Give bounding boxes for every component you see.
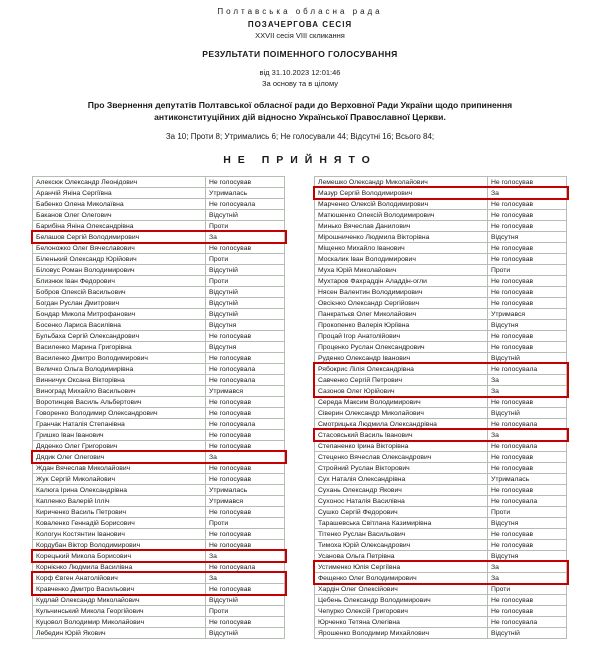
deputy-name: Кириченко Василь Петрович: [32, 506, 206, 518]
vote-value: Не голосував: [205, 176, 285, 188]
deputy-name: Марченко Олексій Володимирович: [314, 198, 488, 210]
deputy-name: Винничук Оксана Вікторівна: [32, 374, 206, 386]
vote-value: Не голосував: [487, 594, 567, 606]
session-number: XXVII сесія VIII скликання: [255, 31, 345, 40]
vote-value: Не голосував: [487, 341, 567, 353]
document-title: РЕЗУЛЬТАТИ ПОІМЕННОГО ГОЛОСУВАННЯ: [202, 49, 398, 59]
deputy-name: Куцовол Володимир Миколайович: [32, 616, 206, 628]
vote-row: [32, 550, 286, 562]
vote-value: Відсутній: [487, 407, 567, 419]
deputy-name: Лебедин Юрій Якович: [32, 627, 206, 639]
vote-value: Не голосував: [205, 528, 285, 540]
deputy-name: Сух Наталія Олександрівна: [314, 473, 488, 485]
deputy-name: Воротинцев Василь Альбертович: [32, 396, 206, 408]
vote-value: Не голосував: [205, 539, 285, 551]
vote-value: Не голосував: [205, 440, 285, 452]
vote-value: Не голосував: [487, 451, 567, 463]
vote-value: Не голосував: [487, 396, 567, 408]
deputy-name: Ждан Вячеслав Миколайович: [32, 462, 206, 474]
vote-value: Не голосував: [487, 297, 567, 309]
vote-row: [32, 231, 286, 243]
deputy-name: Сухонос Наталія Василівна: [314, 495, 488, 507]
vote-value: Не голосував: [487, 176, 567, 188]
vote-value: Не голосувала: [205, 363, 285, 375]
vote-value: За: [487, 187, 567, 199]
deputy-name: Прокопенко Валерія Юріївна: [314, 319, 488, 331]
vote-row: [314, 385, 568, 397]
vote-value: Не голосував: [205, 396, 285, 408]
deputy-name: Близнюк Іван Федорович: [32, 275, 206, 287]
vote-value: Не голосував: [205, 330, 285, 342]
vote-value: Відсутній: [205, 209, 285, 221]
deputy-name: Біленький Олександр Юрійович: [32, 253, 206, 265]
deputy-name: Біловус Роман Володимирович: [32, 264, 206, 276]
vote-value: За: [487, 374, 567, 386]
deputy-name: Фещенко Олег Володимирович: [314, 572, 488, 584]
vote-value: Не голосував: [205, 616, 285, 628]
deputy-name: Гришко Іван Іванович: [32, 429, 206, 441]
deputy-name: Москалик Іван Володимирович: [314, 253, 488, 265]
deputy-name: Юрченко Тетяна Олегівна: [314, 616, 488, 628]
vote-value: Не голосувала: [487, 418, 567, 430]
highlight-box: [32, 231, 286, 243]
deputy-name: Савченко Сергій Петрович: [314, 374, 488, 386]
vote-value: Не голосувала: [487, 495, 567, 507]
deputy-name: Богдан Руслан Дмитрович: [32, 297, 206, 309]
deputy-name: Жук Сергій Миколайович: [32, 473, 206, 485]
deputy-name: Говоренко Володимир Олександрович: [32, 407, 206, 419]
deputy-name: Мазур Сергій Володимирович: [314, 187, 488, 199]
voting-column-right: [314, 177, 568, 639]
deputy-name: Василенко Дмитро Володимирович: [32, 352, 206, 364]
vote-value: Відсутня: [487, 319, 567, 331]
vote-value: За: [487, 561, 567, 573]
deputy-name: Кологун Костянтин Іванович: [32, 528, 206, 540]
deputy-name: Алексюк Олександр Леонідович: [32, 176, 206, 188]
vote-value: Проти: [487, 506, 567, 518]
organization-name: Полтавська обласна рада: [217, 7, 383, 16]
vote-value: Не голосував: [205, 506, 285, 518]
deputy-name: Дядик Олег Олегович: [32, 451, 206, 463]
vote-value: Утрималась: [487, 473, 567, 485]
deputy-name: Стасовський Василь Іванович: [314, 429, 488, 441]
voting-column-left: [32, 177, 286, 639]
deputy-name: Величко Ольга Володимирівна: [32, 363, 206, 375]
deputy-name: Белоножко Олег Вячеславович: [32, 242, 206, 254]
deputy-name: Минько Вячеслав Данилович: [314, 220, 488, 232]
vote-value: Відсутній: [205, 627, 285, 639]
vote-value: Не голосувала: [205, 374, 285, 386]
deputy-name: Кравченко Дмитро Васильович: [32, 583, 206, 595]
vote-value: Відсутній: [487, 352, 567, 364]
deputy-name: Хардін Олег Олексійович: [314, 583, 488, 595]
deputy-name: Смотрицька Людмила Олександрівна: [314, 418, 488, 430]
vote-value: Не голосувала: [205, 561, 285, 573]
deputy-name: Гранчак Наталія Степанівна: [32, 418, 206, 430]
deputy-name: Калюга Ірина Олександрівна: [32, 484, 206, 496]
vote-value: Не голосував: [487, 539, 567, 551]
deputy-name: Белашов Сергій Володимирович: [32, 231, 206, 243]
deputy-name: Корнієнко Людмила Василівна: [32, 561, 206, 573]
vote-value: Не голосував: [487, 209, 567, 221]
deputy-name: Цебень Олександр Володимирович: [314, 594, 488, 606]
deputy-name: Бондар Микола Митрофанович: [32, 308, 206, 320]
deputy-name: Кудлай Олександр Миколайович: [32, 594, 206, 606]
vote-value: Не голосував: [205, 407, 285, 419]
deputy-name: Баканов Олег Олегович: [32, 209, 206, 221]
vote-value: Не голосував: [487, 253, 567, 265]
deputy-name: Рябокрис Лілія Олександрівна: [314, 363, 488, 375]
highlight-box: [314, 429, 568, 441]
vote-value: За: [487, 385, 567, 397]
vote-result: НЕ ПРИЙНЯТО: [223, 154, 377, 167]
vote-value: Не голосувала: [487, 440, 567, 452]
vote-value: Не голосував: [487, 330, 567, 342]
vote-row: [32, 451, 286, 463]
highlight-box: [314, 561, 568, 584]
vote-value: Не голосувала: [487, 363, 567, 375]
deputy-name: Проценко Руслан Олександрович: [314, 341, 488, 353]
deputy-name: Міщенко Михайло Іванович: [314, 242, 488, 254]
vote-value: За: [205, 550, 285, 562]
vote-value: Не голосував: [205, 242, 285, 254]
vote-value: Не голосував: [487, 198, 567, 210]
vote-value: Проти: [205, 253, 285, 265]
vote-value: Відсутня: [487, 517, 567, 529]
deputy-name: Степаненко Ірина Вікторівна: [314, 440, 488, 452]
deputy-name: Корецький Микола Борисович: [32, 550, 206, 562]
vote-value: Відсутня: [205, 319, 285, 331]
deputy-name: Мухтаров Фахраддін Аладдін-огли: [314, 275, 488, 287]
vote-value: Не голосував: [205, 429, 285, 441]
deputy-name: Тарашевська Світлана Казимирівна: [314, 517, 488, 529]
vote-value: Проти: [205, 275, 285, 287]
deputy-name: Виноград Михайло Васильович: [32, 385, 206, 397]
vote-value: За: [205, 231, 285, 243]
vote-value: Не голосував: [487, 484, 567, 496]
vote-value: За: [205, 572, 285, 584]
deputy-name: Сазонов Олег Юрійович: [314, 385, 488, 397]
deputy-name: Стройний Руслан Вікторович: [314, 462, 488, 474]
vote-row: [314, 627, 568, 639]
vote-value: Утрималась: [205, 187, 285, 199]
deputy-name: Ярошенко Володимир Михайлович: [314, 627, 488, 639]
deputy-name: Кордубан Віктор Володимирович: [32, 539, 206, 551]
deputy-name: Бабенко Олена Миколаївна: [32, 198, 206, 210]
vote-value: Відсутня: [487, 231, 567, 243]
deputy-name: Панкратьєв Олег Миколайович: [314, 308, 488, 320]
vote-row: [32, 627, 286, 639]
deputy-name: Устименко Юлія Сергіївна: [314, 561, 488, 573]
vote-value: За: [487, 572, 567, 584]
vote-value: Проти: [205, 517, 285, 529]
highlight-box: [32, 550, 286, 562]
vote-value: Не голосував: [487, 528, 567, 540]
vote-value: Утримався: [487, 308, 567, 320]
vote-value: Не голосував: [205, 473, 285, 485]
deputy-name: Сухань Олександр Якович: [314, 484, 488, 496]
highlight-box: [32, 451, 286, 463]
deputy-name: Нясен Валентин Володимирович: [314, 286, 488, 298]
highlight-box: [314, 363, 568, 397]
deputy-name: Василенко Марина Григорівна: [32, 341, 206, 353]
deputy-name: Чепурко Олексій Григорович: [314, 605, 488, 617]
document-header: [0, 0, 600, 166]
deputy-name: Бобров Олексій Васильович: [32, 286, 206, 298]
deputy-name: Лемешко Олександр Миколайович: [314, 176, 488, 188]
deputy-name: Барибіна Яніна Олександрівна: [32, 220, 206, 232]
deputy-name: Усанова Ольга Петрівна: [314, 550, 488, 562]
deputy-name: Муха Юрій Миколайович: [314, 264, 488, 276]
vote-value: Утримався: [205, 495, 285, 507]
vote-row: [314, 429, 568, 441]
deputy-name: Сіверин Олександр Миколайович: [314, 407, 488, 419]
vote-value: Не голосував: [205, 352, 285, 364]
vote-value: Не голосувала: [205, 418, 285, 430]
vote-value: Відсутній: [205, 297, 285, 309]
deputy-name: Мірошниченко Людмила Вікторівна: [314, 231, 488, 243]
vote-basis: За основу та в цілому: [262, 79, 338, 88]
vote-value: Не голосував: [487, 275, 567, 287]
vote-value: Проти: [205, 605, 285, 617]
deputy-name: Процай Ігор Анатолійович: [314, 330, 488, 342]
vote-value: Не голосував: [205, 583, 285, 595]
vote-value: Відсутній: [205, 286, 285, 298]
deputy-name: Капленко Валерій Ілліч: [32, 495, 206, 507]
vote-value: Відсутній: [205, 308, 285, 320]
deputy-name: Тимоха Юрій Олександрович: [314, 539, 488, 551]
deputy-name: Аранчій Яніна Сергіївна: [32, 187, 206, 199]
deputy-name: Матюшенко Олексій Володимирович: [314, 209, 488, 221]
vote-value: Не голосував: [487, 605, 567, 617]
vote-value: Відсутня: [487, 550, 567, 562]
vote-value: Відсутній: [487, 627, 567, 639]
vote-value: Не голосував: [487, 220, 567, 232]
vote-value: Проти: [205, 220, 285, 232]
deputy-name: Середа Максим Володимирович: [314, 396, 488, 408]
vote-value: Проти: [487, 264, 567, 276]
deputy-name: Тітенко Руслан Васильович: [314, 528, 488, 540]
vote-value: Не голосував: [487, 242, 567, 254]
session-type: ПОЗАЧЕРГОВА СЕСІЯ: [247, 20, 353, 29]
highlight-box: [314, 187, 568, 199]
deputy-name: Стеценко Вячеслав Олександрович: [314, 451, 488, 463]
vote-value: Не голосував: [487, 286, 567, 298]
vote-value: Відсутній: [205, 264, 285, 276]
deputy-name: Корф Євген Анатолійович: [32, 572, 206, 584]
vote-totals: За 10; Проти 8; Утримались 6; Не голосували 44; Відсутні 16; Всього 84;: [165, 132, 435, 142]
deputy-name: Кульчинський Микола Георгійович: [32, 605, 206, 617]
vote-value: Відсутня: [205, 341, 285, 353]
voting-list: [0, 177, 600, 639]
vote-value: За: [487, 429, 567, 441]
vote-value: Утрималась: [205, 484, 285, 496]
deputy-name: Сушко Сергій Федорович: [314, 506, 488, 518]
highlight-box: [32, 572, 286, 595]
vote-value: За: [205, 451, 285, 463]
deputy-name: Бульбаха Сергій Олександрович: [32, 330, 206, 342]
deputy-name: Коваленко Геннадій Борисович: [32, 517, 206, 529]
vote-value: Утримався: [205, 385, 285, 397]
deputy-name: Овсієнко Олександр Сергійович: [314, 297, 488, 309]
vote-value: Не голосувала: [487, 616, 567, 628]
deputy-name: Руденко Олександр Іванович: [314, 352, 488, 364]
vote-row: [314, 572, 568, 584]
vote-row: [32, 583, 286, 595]
vote-row: [314, 187, 568, 199]
vote-question: Про Звернення депутатів Полтавської обласної ради до Верховної Ради України щодо припинення антиконституційних дій відносно Української Православної Церкви.: [87, 100, 513, 123]
vote-value: Не голосувала: [205, 198, 285, 210]
deputy-name: Дяденко Олег Григорович: [32, 440, 206, 452]
deputy-name: Босенко Лариса Василівна: [32, 319, 206, 331]
vote-value: Не голосував: [487, 462, 567, 474]
vote-datetime: від 31.10.2023 12:01:46: [259, 68, 341, 77]
vote-value: Не голосував: [205, 462, 285, 474]
vote-value: Відсутній: [205, 594, 285, 606]
vote-value: Проти: [487, 583, 567, 595]
